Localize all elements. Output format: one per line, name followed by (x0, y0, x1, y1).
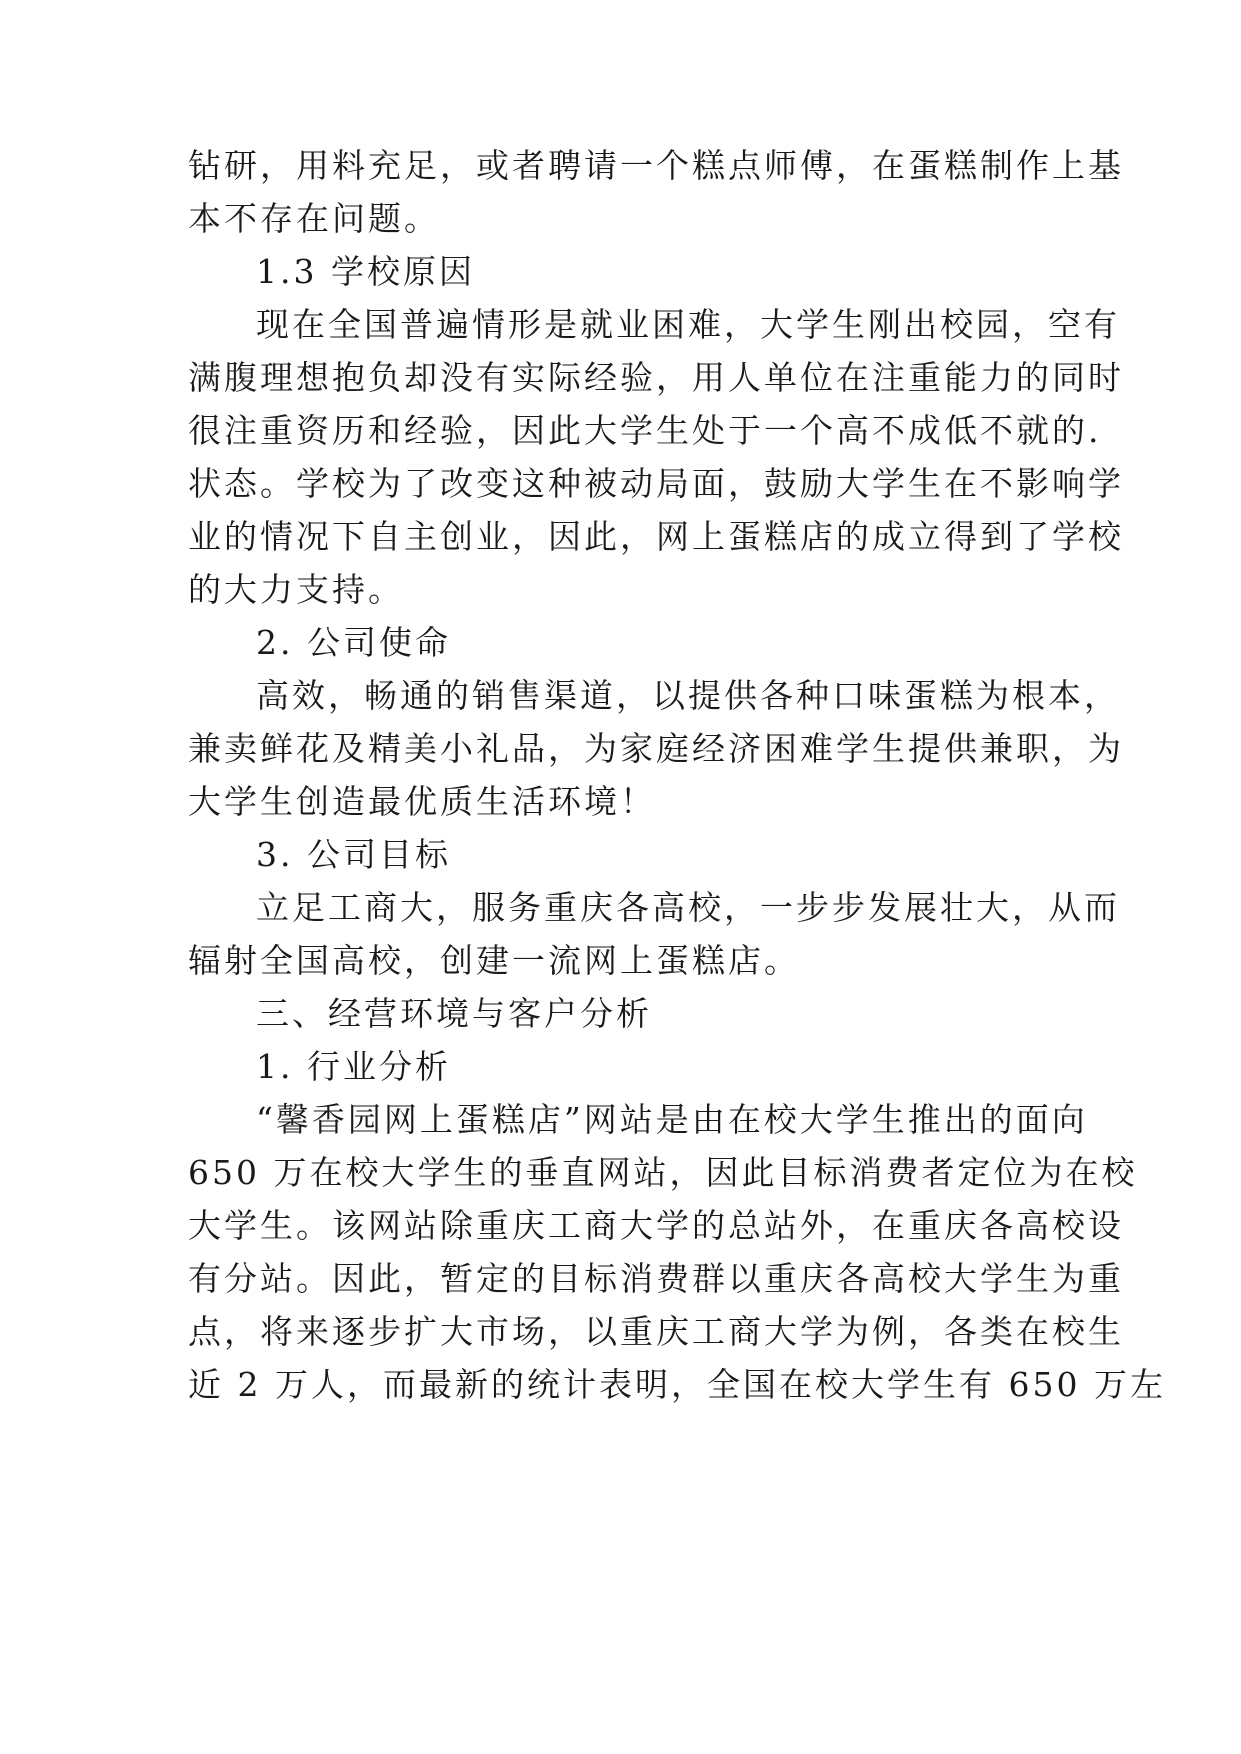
body-text-line: 的大力支持。 (188, 570, 404, 609)
body-text-line: 有分站。因此，暂定的目标消费群以重庆各高校大学生为重 (188, 1259, 1124, 1298)
paragraph-first-line: 立足工商大，服务重庆各高校，一步步发展壮大，从而 (256, 888, 1120, 927)
body-text-line: 大学生创造最优质生活环境！ (188, 782, 656, 821)
body-text-line: 兼卖鲜花及精美小礼品，为家庭经济困难学生提供兼职，为 (188, 729, 1124, 768)
body-text-line: 业的情况下自主创业，因此，网上蛋糕店的成立得到了学校 (188, 517, 1124, 556)
body-text-line: 650 万在校大学生的垂直网站，因此目标消费者定位为在校 (188, 1153, 1138, 1192)
body-text-line: 很注重资历和经验，因此大学生处于一个高不成低不就的. (188, 411, 1102, 450)
paragraph-first-line: 高效，畅通的销售渠道，以提供各种口味蛋糕为根本， (256, 676, 1120, 715)
section-heading: 1.3 学校原因 (256, 252, 475, 291)
section-heading: 2. 公司使命 (256, 623, 451, 662)
body-text-line: 钻研，用料充足，或者聘请一个糕点师傅，在蛋糕制作上基 (188, 146, 1124, 185)
section-heading: 3. 公司目标 (256, 835, 451, 874)
body-text-line: 大学生。该网站除重庆工商大学的总站外，在重庆各高校设 (188, 1206, 1124, 1245)
paragraph-first-line: 现在全国普遍情形是就业困难，大学生刚出校园，空有 (256, 305, 1120, 344)
body-text-line: 近 2 万人，而最新的统计表明，全国在校大学生有 650 万左 (188, 1365, 1166, 1404)
body-text-line: 状态。学校为了改变这种被动局面，鼓励大学生在不影响学 (188, 464, 1124, 503)
section-heading: 1. 行业分析 (256, 1047, 451, 1086)
body-text-line: 本不存在问题。 (188, 199, 440, 238)
body-text-line: 点，将来逐步扩大市场，以重庆工商大学为例，各类在校生 (188, 1312, 1124, 1351)
paragraph-first-line: “馨香园网上蛋糕店”网站是由在校大学生推出的面向 (256, 1100, 1088, 1139)
body-text-line: 满腹理想抱负却没有实际经验，用人单位在注重能力的同时 (188, 358, 1124, 397)
body-text-line: 辐射全国高校，创建一流网上蛋糕店。 (188, 941, 800, 980)
chapter-heading: 三、经营环境与客户分析 (256, 994, 652, 1033)
